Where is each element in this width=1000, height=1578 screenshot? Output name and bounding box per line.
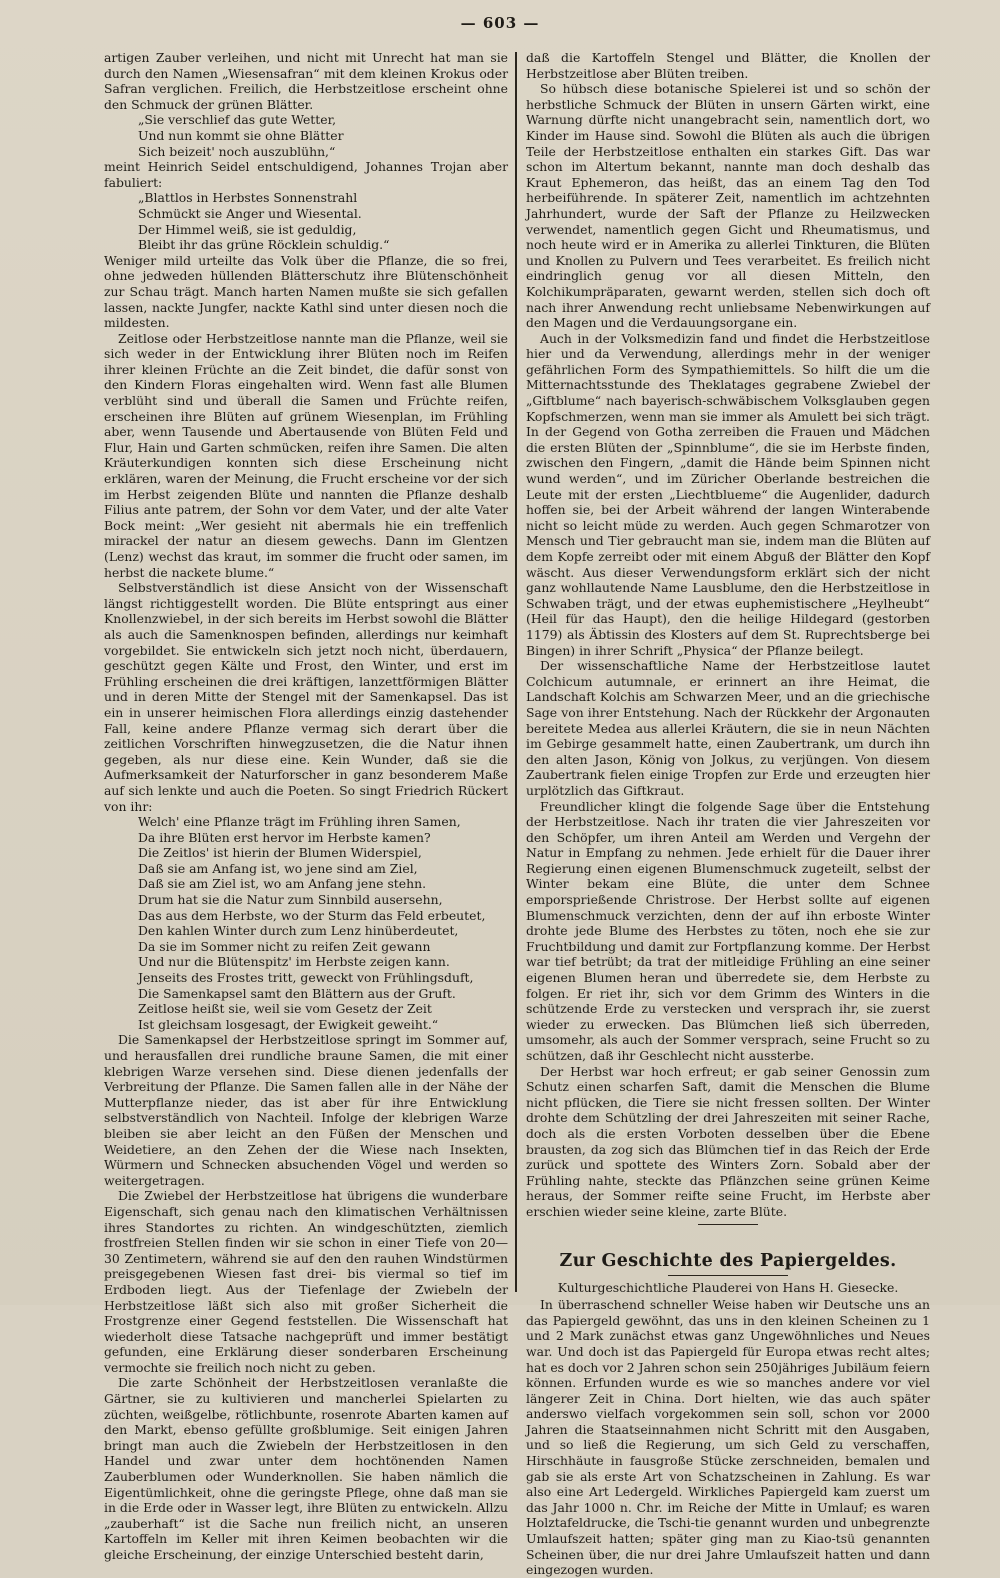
verse-line: Da sie im Sommer nicht zu reifen Zeit gewann (138, 938, 431, 954)
paragraph: Die Samenkapsel der Herbstzeitlose springt im Sommer auf, und herausfallen drei rundliche braune Samen, die mit einer klebrigen Warze versehen sind. Diese dienen jedenfalls der Verbreitung der Pflanze. Die Samen fallen alle in der Nähe der Mutterpflanze nieder, das ist aber für ihre Entwicklung selbstverständlich von Nachteil. Infolge der klebrigen Warze bleiben sie aber leicht an den Füßen der Menschen und Weidetiere, an den Zehen der die Wiese nach Insekten, Würmern und Schnecken absuchenden Vögel und werden so weitergetragen. (104, 1032, 508, 1188)
verse-line: Bleibt ihr das grüne Röcklein schuldig.“ (138, 237, 390, 253)
verse-line: „Sie verschlief das gute Wetter, (138, 112, 337, 128)
column-divider (515, 52, 517, 1292)
paragraph: Auch in der Volksmedizin fand und findet die Herbstzeitlose hier und da Verwendung, allerdings mehr in der weniger gefährlichen Form des Sympathiemittels. So hilft die um die Mitternachtsstunde des Theklatages gegrabene Zwiebel der „Giftblume“ nach bayerisch-schwäbischem Volksglauben gegen Kopfschmerzen, wenn man sie immer als Amulett bei sich trägt. In der Gegend von Gotha zerreiben die Frauen und Mädchen die ersten Blüten der „Spinnblume“, die sie im Herbste finden, zwischen den Fingern, „damit die Hände beim Spinnen nicht wund werden“, und im Züricher Oberlande bestreichen die Leute mit der ersten „Liechtblueme“ die Augenlider, dadurch hoffen sie, bei der Arbeit während der langen Winterabende nicht so leicht müde zu werden. Auch gegen Schmarotzer von Mensch und Tier gebraucht man sie, indem man die Blüten auf dem Kopfe zerreibt oder mit einem Abguß der Blätter den Kopf wäscht. Aus dieser Verwendungsform erklärt sich der nicht ganz wohllautende Name Lausblume, den die Herbstzeitlose in Schwaben trägt, und der etwas euphemistischere „Heylheubt“ (Heil für das Haupt), den die heilige Hildegard (gestorben 1179) als Äbtissin des Klosters auf dem St. Ruprechtsberge bei Bingen) in ihrer Schrift „Physica“ der Pflanze beilegt. (526, 330, 930, 658)
verse-rueckert (138, 814, 508, 1032)
verse-line: Die Samenkapsel samt den Blättern aus der Gruft. (138, 985, 456, 1001)
verse-line: Daß sie am Ziel ist, wo am Anfang jene stehn. (138, 876, 427, 892)
verse-line: Der Himmel weiß, sie ist geduldig, (138, 221, 357, 237)
verse-line: Sich beizeit' noch auszublühn,“ (138, 143, 336, 159)
verse-line: Den kahlen Winter durch zum Lenz hinüberdeutet, (138, 923, 459, 939)
right-column (526, 50, 930, 1578)
paragraph: Freundlicher klingt die folgende Sage über die Entstehung der Herbstzeitlose. Nach ihr traten die vier Jahreszeiten vor den Schöpfer, um ihren Anteil am Werden und Vergehn der Natur in Empfang zu nehmen. Jede erhielt für die Dauer ihrer Regierung einen eigenen Blumenschmuck zugeteilt, selbst der Winter bekam eine Blüte, die unter dem Schnee emporsprießende Christrose. Der Herbst sollte auf eigenen Blumenschmuck verzichten, denn der auf ihn erboste Winter drohte jede Blume des Herbstes zu töten, noch ehe sie zur Fruchtbildung und damit zur Fortpflanzung komme. Der Herbst war tief betrübt; da trat der mitleidige Frühling an eine seiner eigenen Blumen heran und überredete sie, dem Herbste zu folgen. Er riet ihr, sich vor dem Grimm des Winters in die schützende Erde zu verstecken und versprach ihr, sie zuerst wieder zu erwecken. Das Blümchen ließ sich überreden, umsomehr, als auch der Sommer versprach, seine Frucht so zu schützen, daß ihr Geschlecht nicht aussterbe. (526, 798, 930, 1063)
heading-rule (668, 1275, 788, 1276)
page-number: — 603 — (460, 14, 540, 32)
paragraph: Die zarte Schönheit der Herbstzeitlosen veranlaßte die Gärtner, sie zu kultivieren und mancherlei Spielarten zu züchten, weißgelbe, rötlichbunte, rosenrote Abarten kamen auf den Markt, ebenso gefüllte großblumige. Seit einigen Jahren bringt man auch die Zwiebeln der Herbstzeitlosen in den Handel und zwar unter dem hochtönenden Namen Zauberblumen oder Wunderknollen. Sie haben nämlich die Eigentümlichkeit, ohne die geringste Pflege, ohne daß man sie in die Erde oder in Wasser legt, ihre Blüten zu entwickeln. Allzu „zauberhaft“ ist die Sache nun freilich nicht, an unseren Kartoffeln im Keller mit ihren Keimen beobachten wir die gleiche Erscheinung, der einzige Unterschied besteht darin, (104, 1375, 508, 1562)
verse-line: Das aus dem Herbste, wo der Sturm das Feld erbeutet, (138, 907, 486, 923)
verse-line: Daß sie am Anfang ist, wo jene sind am Ziel, (138, 860, 418, 876)
paragraph: Weniger mild urteilte das Volk über die Pflanze, die so frei, ohne jedweden hüllenden Blätterschutz ihre Blütenschönheit zur Schau trägt. Manch harten Namen mußte sie sich gefallen lassen, nackte Jungfer, nackte Kathl sind unter diesen noch die mildesten. (104, 252, 508, 331)
paragraph: artigen Zauber verleihen, und nicht mit Unrecht hat man sie durch den Namen „Wiesensafran“ mit dem kleinen Krokus oder Safran verglichen. Freilich, die Herbstzeitlose erscheint ohne den Schmuck der grünen Blätter. (104, 50, 508, 112)
section-end-rule (698, 1224, 758, 1225)
paragraph: Die Zwiebel der Herbstzeitlose hat übrigens die wunderbare Eigenschaft, sich genau nach den klimatischen Verhältnissen ihres Standortes zu richten. An windgeschützten, ziemlich frostfreien Stellen finden wir sie schon in einer Tiefe von 20—30 Zentimetern, während sie auf den den rauhen Windstürmen preisgegebenen Wiesen fast drei- bis viermal so tief im Erdboden liegt. Aus der Tiefenlage der Zwiebeln der Herbstzeitlose läßt sich also mit großer Sicherheit die Frostgrenze einer Gegend feststellen. Die Wissenschaft hat wiederholt diese Tatsache nachgeprüft und immer bestätigt gefunden, eine Erklärung dieser sonderbaren Erscheinung vermochte sie freilich noch nicht zu geben. (104, 1188, 508, 1375)
verse-line: Da ihre Blüten erst hervor im Herbste kamen? (138, 829, 431, 845)
left-column (104, 50, 508, 1562)
paragraph: So hübsch diese botanische Spielerei ist und so schön der herbstliche Schmuck der Blüten in unsern Gärten wirkt, eine Warnung dürfte nicht unangebracht sein, namentlich dort, wo Kinder im Hause sind. Sowohl die Blüten als auch die übrigen Teile der Herbstzeitlose enthalten ein starkes Gift. Das war schon im Altertum bekannt, nannte man doch deshalb das Kraut Ephemeron, das heißt, das an einem Tag den Tod herbeiführende. In späterer Zeit, namentlich im achtzehnten Jahrhundert, wurde der Saft der Pflanze zu Heilzwecken verwendet, namentlich gegen Gicht und Rheumatismus, und noch heute wird er in Amerika zu allerlei Tinkturen, die Blüten und Knollen zu Pulvern und Tees verarbeitet. Es freilich nicht eindringlich genug vor all diesen Mitteln, den Kolchikumpräparaten, gewarnt werden, stellen sich doch oft nach ihrer Anwendung recht unliebsame Nebenwirkungen auf den Magen und die Verdauungsorgane ein. (526, 81, 930, 331)
paragraph: Selbstverständlich ist diese Ansicht von der Wissenschaft längst richtiggestellt worden. Die Blüte entspringt aus einer Knollenzwiebel, in der sich bereits im Herbst sowohl die Blätter als auch die Samenknospen befinden, allerdings nur keimhaft vorgebildet. Sie entwickeln sich jetzt noch nicht, überdauern, geschützt gegen Kälte und Frost, den Winter, und erst im Frühling erscheinen die drei kräftigen, lanzettförmigen Blätter und in deren Mitte der Stengel mit der Samenkapsel. Das ist ein in unserer heimischen Flora allerdings einzig dastehender Fall, keine andere Pflanze vermag sich derart über die zeitlichen Vorschriften hinwegzusetzen, die die Natur ihnen gegeben, als nur diese eine. Kein Wunder, daß sie die Aufmerksamkeit der Naturforscher in ganz besonderem Maße auf sich lenkte und auch die Poeten. So singt Friedrich Rückert von ihr: (104, 580, 508, 814)
verse-line: Die Zeitlos' ist hierin der Blumen Widerspiel, (138, 845, 422, 861)
verse-line: Jenseits des Frostes tritt, geweckt von Frühlingsduft, (138, 970, 474, 986)
verse-line: Zeitlose heißt sie, weil sie vom Gesetz der Zeit (138, 1001, 432, 1017)
verse-line: Ist gleichsam losgesagt, der Ewigkeit geweiht.“ (138, 1016, 439, 1032)
paragraph: daß die Kartoffeln Stengel und Blätter, die Knollen der Herbstzeitlose aber Blüten treiben. (526, 50, 930, 81)
verse-line: Und nur die Blütenspitz' im Herbste zeigen kann. (138, 954, 450, 970)
verse-line: Drum hat sie die Natur zum Sinnbild ausersehn, (138, 892, 443, 908)
paragraph: meint Heinrich Seidel entschuldigend, Johannes Trojan aber fabuliert: (104, 159, 508, 190)
verse-trojan (138, 190, 508, 252)
article-heading: Zur Geschichte des Papiergeldes. (559, 1250, 897, 1271)
verse-line: Schmückt sie Anger und Wiesental. (138, 205, 362, 221)
paragraph: Der wissenschaftliche Name der Herbstzeitlose lautet Colchicum autumnale, er erinnert an ihre Heimat, die Landschaft Kolchis am Schwarzen Meer, und an die griechische Sage von ihrer Entstehung. Nach der Rückkehr der Argonauten bereitete Medea aus allerlei Kräutern, die sie in neun Nächten im Gebirge gesammelt hatte, einen Zaubertrank, um durch ihn den alten Jason, König von Jolkus, zu verjüngen. Von diesem Zaubertrank fielen einige Tropfen zur Erde und erzeugten hier urplötzlich das Giftkraut. (526, 658, 930, 798)
paragraph: Der Herbst war hoch erfreut; er gab seiner Genossin zum Schutz einen scharfen Saft, damit die Menschen die Blume nicht pflücken, die Tiere sie nicht fressen sollten. Der Winter drohte dem Schützling der drei Jahreszeiten mit seiner Rache, doch als die ersten Vorboten desselben über die Ebene brausten, da zog sich das Blümchen tief in das Reich der Erde zurück und spottete des Winters Zorn. Sobald aber der Frühling nahte, steckte das Pflänzchen seine grünen Keime heraus, der Sommer reifte seine Frucht, im Herbste aber erschien wieder seine kleine, zarte Blüte. (526, 1063, 930, 1219)
paragraph: In überraschend schneller Weise haben wir Deutsche uns an das Papiergeld gewöhnt, das uns in den kleinen Scheinen zu 1 und 2 Mark zunächst etwas ganz Ungewöhnliches und Neues war. Und doch ist das Papiergeld für Europa etwas recht altes; hat es doch vor 2 Jahren schon sein 250jähriges Jubiläum feiern können. Erfunden wurde es wie so manches andere vor viel längerer Zeit in China. Dort hielten, wie das auch später anderswo vielfach vorgekommen sein soll, schon vor 2000 Jahren die Staatseinnahmen nicht Schritt mit den Ausgaben, und so ließ die Regierung, um sich Geld zu verschaffen, Hirschhäute in fausgroße Stücke zerschneiden, bemalen und gab sie als erste Art von Schatzscheinen in Zahlung. Es war also eine Art Ledergeld. Wirkliches Papiergeld kam zuerst um das Jahr 1000 n. Chr. im Reiche der Mitte in Umlauf; es waren Holztafeldrucke, die Tschi-tie genannt wurden und unbegrenzte Umlaufszeit hatten; später ging man zu Kiao-tsü genannten Scheinen über, die nur drei Jahre Umlaufszeit hatten und dann eingezogen wurden. (526, 1297, 930, 1578)
verse-line: „Blattlos in Herbstes Sonnenstrahl (138, 190, 358, 206)
article-byline: Kulturgeschichtliche Plauderei von Hans H. Giesecke. (557, 1279, 899, 1295)
verse-line: Welch' eine Pflanze trägt im Frühling ihren Samen, (138, 814, 461, 830)
verse-line: Und nun kommt sie ohne Blätter (138, 127, 344, 143)
paragraph: Zeitlose oder Herbstzeitlose nannte man die Pflanze, weil sie sich weder in der Entwicklung ihrer Blüten noch im Reifen ihrer kleinen Früchte an die Zeit bindet, die dafür sonst von den Kindern Floras eingehalten wird. Wenn fast alle Blumen verblüht sind und überall die Samen und Früchte reifen, erscheinen ihre Blüten auf grünem Wiesenplan, im Frühling aber, wenn Tausende und Abertausende von Blüten Feld und Flur, Hain und Garten schmücken, reifen ihre Samen. Die alten Kräuterkundigen konnten sich diese Erscheinung nicht erklären, waren der Meinung, die Frucht erscheine vor der sich im Herbst zeigenden Blüte und nannten die Pflanze deshalb Filius ante patrem, der Sohn vor dem Vater, und der alte Vater Bock meint: „Wer gesieht nit abermals hie ein treffenlich mirackel der natur an diesem gewechs. Dann im Glentzen (Lenz) wechst das kraut, im sommer die frucht oder samen, im herbst die nackete blume.“ (104, 330, 508, 580)
verse-seidel (138, 112, 508, 159)
